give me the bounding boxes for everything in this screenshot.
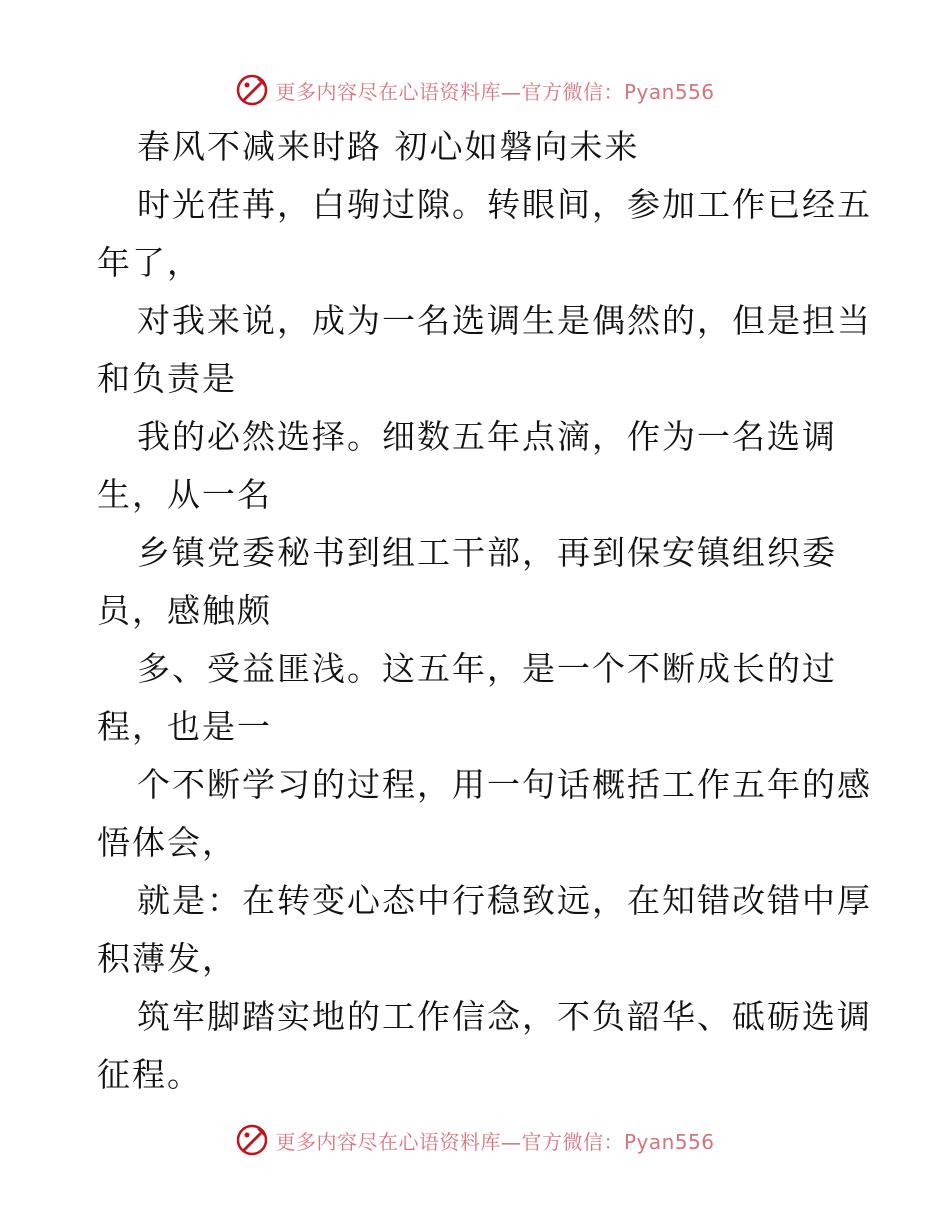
paragraph-line: 就是：在转变心态中行稳致远，在知错改错中厚 (137, 881, 872, 920)
header-wechat-label: 官方微信： (521, 79, 624, 104)
quill-pen-logo-icon (235, 73, 269, 107)
header-wechat-id: Pyan556 (623, 79, 715, 104)
footer-wechat-id: Pyan556 (623, 1129, 715, 1154)
paragraph-line: 积薄发， (97, 939, 237, 978)
footer-promo: 更多内容尽在心语资料库 (275, 1129, 501, 1154)
paragraph-line: 我的必然选择。细数五年点滴，作为一名选调 (137, 417, 837, 456)
footer-wechat-label: 官方微信： (521, 1129, 624, 1154)
paragraph-line: 对我来说，成为一名选调生是偶然的，但是担当 (137, 301, 872, 340)
paragraph-line: 征程。 (97, 1055, 202, 1094)
footer-text (275, 1126, 714, 1155)
paragraph-line: 多、受益匪浅。这五年，是一个不断成长的过 (137, 649, 837, 688)
document-title: 春风不减来时路 初心如磐向未来 (137, 127, 640, 166)
paragraph-line: 员，感触颇 (97, 591, 272, 630)
paragraph-line: 个不断学习的过程，用一句话概括工作五年的感 (137, 765, 872, 804)
footer-separator: — (500, 1129, 522, 1154)
paragraph-line: 乡镇党委秘书到组工干部，再到保安镇组织委 (137, 533, 837, 572)
quill-pen-logo-icon (235, 1123, 269, 1157)
paragraph-line: 悟体会， (97, 823, 237, 862)
paragraph-line: 生，从一名 (97, 475, 272, 514)
paragraph-line: 年了， (97, 243, 202, 282)
paragraph-line: 时光荏苒，白驹过隙。转眼间，参加工作已经五 (137, 185, 872, 224)
paragraph-line: 筑牢脚踏实地的工作信念，不负韶华、砥砺选调 (137, 997, 872, 1036)
footer-banner (0, 1120, 950, 1160)
header-banner (0, 70, 950, 110)
paragraph-line: 和负责是 (97, 359, 237, 398)
header-promo: 更多内容尽在心语资料库 (275, 79, 501, 104)
document-body (97, 118, 872, 1104)
header-separator: — (500, 79, 522, 104)
paragraph-line: 程，也是一 (97, 707, 272, 746)
header-text (275, 76, 714, 105)
